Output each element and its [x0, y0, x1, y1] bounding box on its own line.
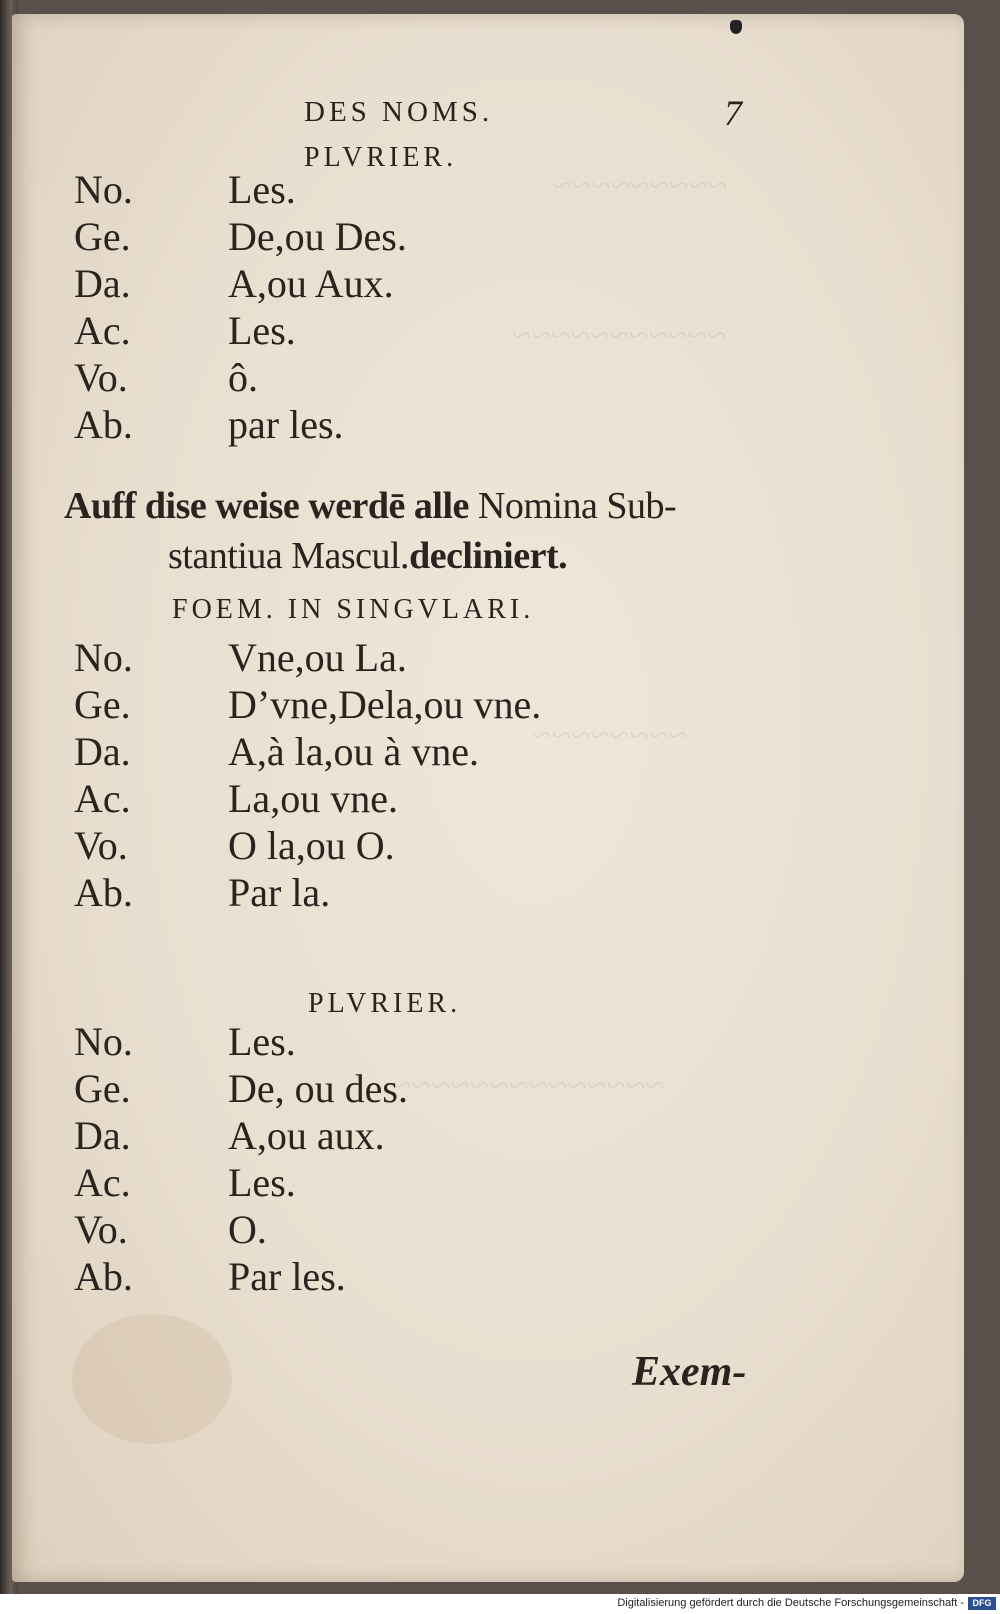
- table-row: [74, 1253, 774, 1300]
- case-form: par les.: [228, 402, 344, 447]
- case-abbr: No.: [74, 167, 133, 212]
- table-row: [74, 1018, 774, 1065]
- case-form: Les.: [228, 308, 296, 353]
- note-fraktur-text: decliniert.: [409, 535, 568, 577]
- case-abbr: Vo.: [74, 355, 128, 400]
- case-abbr: Ab.: [74, 1254, 133, 1299]
- running-title: DES NOMS.: [304, 96, 494, 128]
- case-form: La,ou vne.: [228, 776, 398, 821]
- digitization-footer: [0, 1594, 1000, 1614]
- case-form: A,ou aux.: [228, 1113, 385, 1158]
- case-form: D’vne,Dela,ou vne.: [228, 682, 542, 727]
- note-latin-text: Nomina Sub-: [477, 485, 677, 527]
- case-form: Par la.: [228, 870, 331, 915]
- case-abbr: Vo.: [74, 1207, 128, 1252]
- table-row: [74, 634, 774, 681]
- table-row: [74, 166, 774, 213]
- table-row: [74, 728, 774, 775]
- case-form: O la,ou O.: [228, 823, 395, 868]
- case-abbr: Ge.: [74, 214, 131, 259]
- declension-table-plural-masc: [74, 166, 774, 448]
- note-fraktur-text: Auff dise weise werdē alle: [64, 485, 469, 527]
- bleed-through-text: ~~~~~~~~~: [552, 165, 728, 205]
- table-row: [74, 213, 774, 260]
- case-form: Les.: [228, 167, 296, 212]
- case-abbr: Da.: [74, 1113, 131, 1158]
- case-abbr: No.: [74, 1019, 133, 1064]
- case-form: ô.: [228, 355, 258, 400]
- case-abbr: Ac.: [74, 308, 131, 353]
- funding-credit: Digitalisierung gefördert durch die Deutsche Forschungsgemeinschaft -: [617, 1597, 964, 1609]
- case-form: Vne,ou La.: [228, 635, 407, 680]
- case-form: A,à la,ou à vne.: [228, 729, 480, 774]
- note-latin-text: stantiua Mascul.: [168, 535, 410, 577]
- section-heading-plural: PLVRIER.: [308, 988, 462, 1019]
- case-abbr: Da.: [74, 729, 131, 774]
- dfg-logo: DFG: [968, 1597, 996, 1610]
- case-form: O.: [228, 1207, 267, 1252]
- case-abbr: Ac.: [74, 776, 131, 821]
- paper-stain: [72, 1314, 232, 1444]
- case-abbr: Ge.: [74, 1066, 131, 1111]
- table-row: [74, 775, 774, 822]
- case-form: Par les.: [228, 1254, 346, 1299]
- table-row: [74, 307, 774, 354]
- note-line-1: [64, 484, 676, 528]
- case-form: A,ou Aux.: [228, 261, 394, 306]
- case-abbr: Ac.: [74, 1160, 131, 1205]
- case-abbr: Da.: [74, 261, 131, 306]
- ink-mark: [730, 20, 742, 34]
- table-row: [74, 1206, 774, 1253]
- table-row: [74, 1159, 774, 1206]
- bleed-through-text: ~~~~~~~~~~~: [512, 315, 727, 355]
- book-page: [12, 14, 964, 1582]
- table-row: [74, 822, 774, 869]
- note-line-2: [168, 534, 567, 578]
- case-abbr: Vo.: [74, 823, 128, 868]
- case-abbr: Ab.: [74, 870, 133, 915]
- case-abbr: No.: [74, 635, 133, 680]
- case-abbr: Ge.: [74, 682, 131, 727]
- bleed-through-text: ~~~~~~~~~~~~~~: [392, 1065, 665, 1105]
- case-form: De,ou Des.: [228, 214, 407, 259]
- table-row: [74, 1112, 774, 1159]
- section-heading-plural: PLVRIER.: [304, 142, 458, 173]
- table-row: [74, 681, 774, 728]
- catchword: Exem-: [632, 1349, 747, 1395]
- bleed-through-text: ~~~~~~~~: [532, 715, 688, 755]
- case-form: Les.: [228, 1019, 296, 1064]
- case-form: De, ou des.: [228, 1066, 408, 1111]
- table-row: [74, 354, 774, 401]
- page-header: [12, 93, 964, 136]
- table-row: [74, 1065, 774, 1112]
- table-row: [74, 869, 774, 916]
- case-form: Les.: [228, 1160, 296, 1205]
- declension-table-singular-fem: [74, 634, 774, 916]
- section-heading-foem-singular: FOEM. IN SINGVLARI.: [172, 594, 535, 625]
- case-abbr: Ab.: [74, 402, 133, 447]
- table-row: [74, 260, 774, 307]
- page-number: 7: [724, 93, 742, 133]
- declension-table-plural-fem: [74, 1018, 774, 1300]
- table-row: [74, 401, 774, 448]
